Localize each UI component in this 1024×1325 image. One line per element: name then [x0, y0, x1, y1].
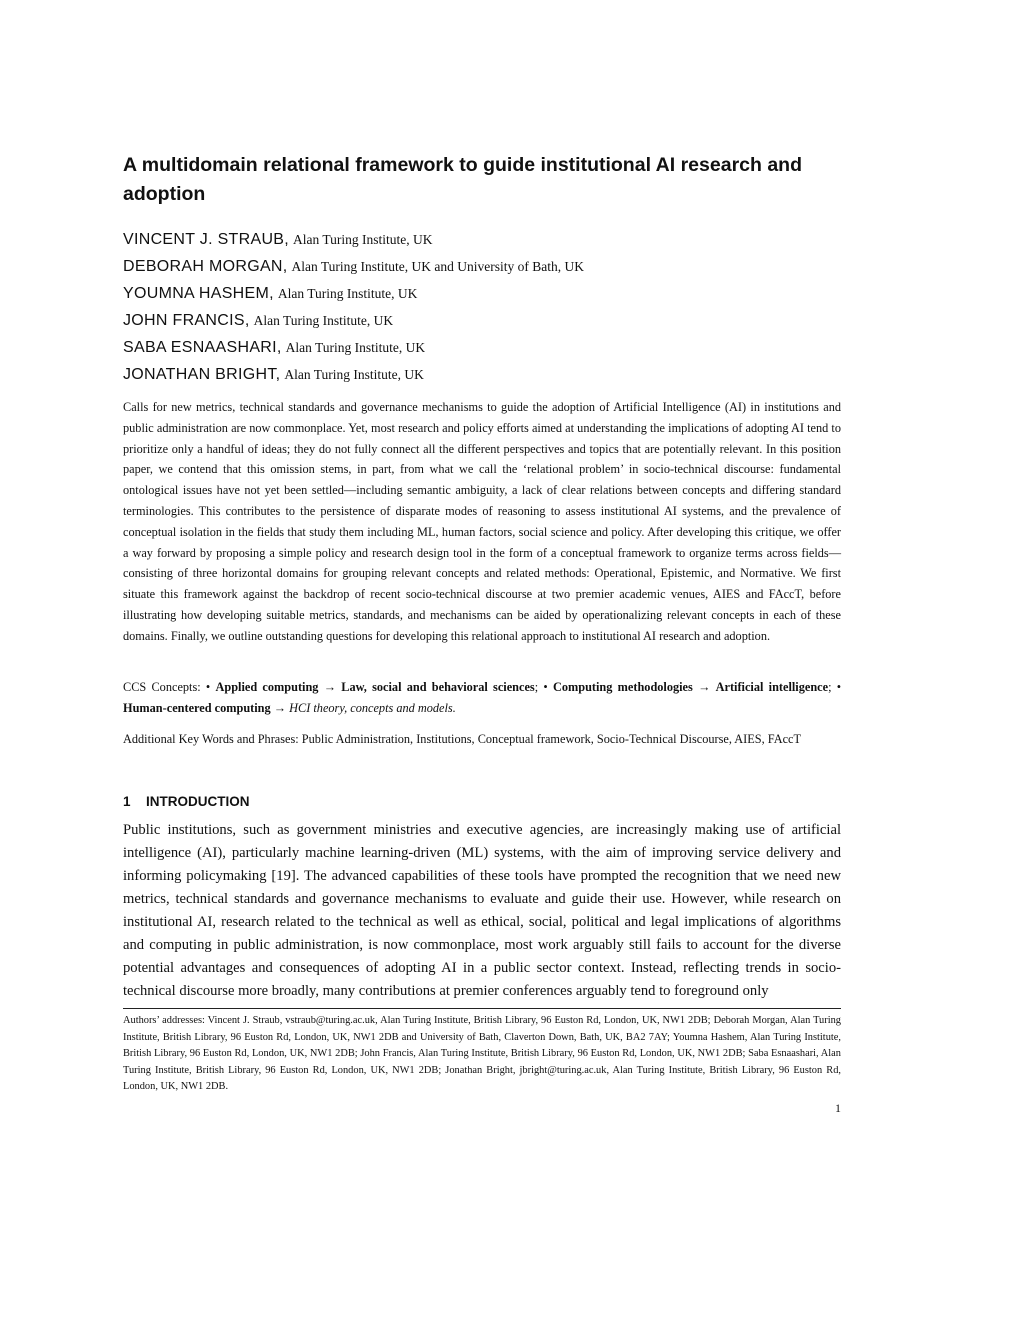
ccs-child: Artificial intelligence — [715, 680, 829, 694]
author-affiliation: Alan Turing Institute, UK and University of Bath, UK — [291, 259, 585, 274]
author-affiliation: Alan Turing Institute, UK — [277, 286, 418, 301]
ccs-child: HCI theory, concepts and models. — [289, 701, 456, 715]
ccs-arrow: → — [273, 701, 287, 715]
author-list — [123, 226, 841, 388]
author-name: SABA ESNAASHARI, — [123, 339, 282, 356]
footnote-divider — [123, 1008, 841, 1009]
ccs-separator: ; — [828, 680, 832, 694]
ccs-child: Law, social and behavioral sciences — [341, 680, 535, 694]
additional-keywords: Additional Key Words and Phrases: Public Administration, Institutions, Conceptual framework, Socio-Technical Discourse, AIES, FAccT — [123, 732, 802, 746]
author-name: YOUMNA HASHEM, — [123, 285, 274, 302]
ccs-separator: ; — [534, 680, 539, 694]
ccs-bullet: • — [836, 680, 842, 694]
section-title: INTRODUCTION — [146, 794, 250, 809]
ccs-parent: Computing methodologies — [552, 680, 693, 694]
ccs-parent: Applied computing — [215, 680, 319, 694]
section-number: 1 — [123, 794, 131, 809]
ccs-arrow: → — [323, 680, 336, 694]
ccs-arrow: → — [698, 680, 711, 694]
ccs-bullet: • — [205, 680, 211, 694]
author-affiliation: Alan Turing Institute, UK — [284, 367, 424, 382]
author-entry — [123, 253, 841, 280]
author-name: JOHN FRANCIS, — [123, 312, 250, 329]
abstract: Calls for new metrics, technical standards and governance mechanisms to guide the adoption of Artificial Intelligence (AI) in institutions and public administration are now commonplace. Yet, most research and policy efforts aimed at understanding the implications of adopting AI tend to prioritize only a handful of ideas; they do not fully connect all the different perspectives and topics that are potentially relevant. In this position paper, we contend that this omission stems, in part, from what we call the ‘relational problem’ in socio-technical discourse: fundamental ontological issues have not yet been settled—including semantic ambiguity, a lack of clear relations between concepts and differing standard terminologies. This contributes to the persistence of disparate modes of reasoning to assess institutional AI systems, and the prevalence of conceptual isolation in the fields that study them including ML, human factors, social science and policy. After developing this critique, we offer a way forward by proposing a simple policy and research design tool in the form of a conceptual framework to organize terms across fields—consisting of three horizontal domains for grouping relevant concepts and related methods: Operational, Epistemic, and Normative. We first situate this framework against the backdrop of recent socio-technical discourse at two premier academic venues, AIES and FAccT, before illustrating how developing suitable metrics, standards, and mechanisms can be aided by operationalizing relevant concepts in each of these domains. Finally, we outline outstanding questions for developing this relational approach to institutional AI research and adoption. — [123, 400, 841, 643]
ccs-label: CCS Concepts: — [123, 680, 201, 694]
author-entry — [123, 334, 841, 361]
section-heading — [123, 792, 250, 812]
page-number: 1 — [835, 1101, 841, 1115]
author-entry — [123, 226, 841, 253]
introduction-paragraph: Public institutions, such as government ministries and executive agencies, are increasingly making use of artificial intelligence (AI), particularly machine learning-driven (ML) systems, with the aim of improving service delivery and informing policymaking [19]. The advanced capabilities of these tools have prompted the recognition that we need new metrics, technical standards and governance mechanisms to evaluate and guide their use. However, while research on institutional AI, research related to the technical as well as ethical, social, political and legal implications of algorithms and computing in public administration, is now commonplace, most work arguably still fails to account for the diverse potential advantages and consequences of adopting AI in a public sector context. Instead, reflecting trends in socio-technical discourse more broadly, many contributions at premier conferences arguably tend to foreground only — [123, 822, 841, 999]
author-name: VINCENT J. STRAUB, — [123, 231, 290, 248]
author-entry — [123, 307, 841, 334]
author-name: JONATHAN BRIGHT, — [123, 366, 281, 383]
author-addresses-footnote: Authors’ addresses: Vincent J. Straub, vstraub@turing.ac.uk, Alan Turing Institute, British Library, 96 Euston Rd, London, UK, NW1 2DB; Deborah Morgan, Alan Turing Institute, British Library, 96 Euston Rd, London, UK, NW1 2DB and University of Bath, Claverton Down, Bath, UK, BA2 7AY; Youmna Hashem, Alan Turing Institute, British Library, 96 Euston Rd, London, UK, NW1 2DB; John Francis, Alan Turing Institute, British Library, 96 Euston Rd, London, UK, NW1 2DB; Saba Esnaashari, Alan Turing Institute, British Library, 96 Euston Rd, London, UK, NW1 2DB; Jonathan Bright, jbright@turing.ac.uk, Alan Turing Institute, British Library, 96 Euston Rd, London, UK, NW1 2DB. — [123, 1015, 841, 1093]
ccs-concepts — [123, 677, 841, 719]
author-affiliation: Alan Turing Institute, UK — [293, 232, 433, 247]
author-entry — [123, 280, 841, 307]
author-affiliation: Alan Turing Institute, UK — [253, 313, 394, 328]
ccs-bullet: • — [543, 680, 548, 694]
paper-title: A multidomain relational framework to guide institutional AI research and adoption — [123, 154, 802, 205]
author-name: DEBORAH MORGAN, — [123, 258, 288, 275]
ccs-parent: Human-centered computing — [123, 701, 271, 715]
author-affiliation: Alan Turing Institute, UK — [285, 340, 426, 355]
author-entry — [123, 361, 841, 388]
